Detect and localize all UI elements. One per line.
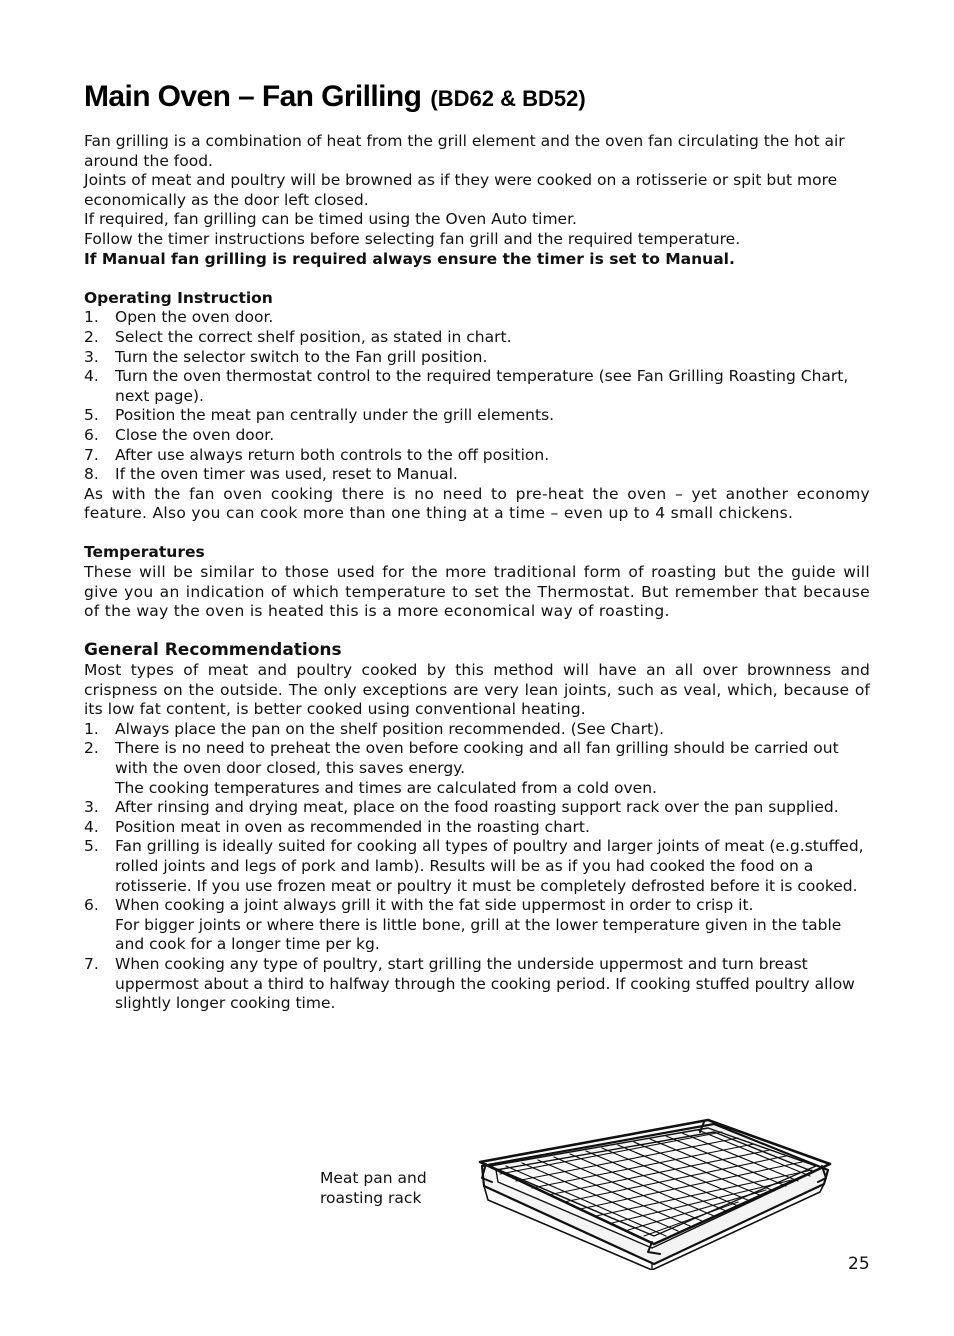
title-models: (BD62 & BD52) bbox=[430, 86, 586, 111]
list-item bbox=[84, 896, 870, 955]
step-number: 1. bbox=[84, 308, 99, 327]
step-text: Turn the selector switch to the Fan grill position. bbox=[115, 347, 488, 366]
meat-pan-roasting-rack-illustration bbox=[476, 1118, 836, 1270]
item-number: 4. bbox=[84, 817, 99, 836]
item-extra-text: For bigger joints or where there is little bone, grill at the lower temperature given in the table and cook for a longer time per kg. bbox=[115, 915, 842, 954]
list-item bbox=[84, 426, 870, 446]
operating-steps bbox=[84, 308, 870, 484]
item-text: After rinsing and drying meat, place on the food roasting support rack over the pan supplied. bbox=[115, 798, 839, 817]
page-content bbox=[84, 80, 870, 1014]
step-number: 5. bbox=[84, 406, 99, 425]
intro-warning: If Manual fan grilling is required always ensure the timer is set to Manual. bbox=[84, 249, 735, 268]
list-item bbox=[84, 348, 870, 368]
step-number: 3. bbox=[84, 347, 99, 366]
item-number: 5. bbox=[84, 837, 99, 856]
step-number: 6. bbox=[84, 425, 99, 444]
item-number: 7. bbox=[84, 954, 99, 973]
list-item bbox=[84, 328, 870, 348]
intro-paragraph-4: Follow the timer instructions before selecting fan grill and the required temperature. bbox=[84, 229, 741, 248]
step-text: Close the oven door. bbox=[115, 425, 275, 444]
list-item bbox=[84, 837, 870, 896]
operating-note: As with the fan oven cooking there is no need to pre-heat the oven – yet another economy feature. Also you can cook more than one thing at a time – even up to 4 small chickens. bbox=[84, 484, 870, 523]
operating-heading: Operating Instruction bbox=[84, 288, 273, 307]
list-item bbox=[84, 798, 870, 818]
step-text: Open the oven door. bbox=[115, 308, 274, 327]
item-text: When cooking any type of poultry, start grilling the underside uppermost and turn breast uppermost about a third to halfway through the cooking period. If cooking stuffed poultry allow slightly longer cooking time. bbox=[115, 954, 855, 1013]
intro-paragraph-3: If required, fan grilling can be timed using the Oven Auto timer. bbox=[84, 210, 577, 229]
list-item bbox=[84, 406, 870, 426]
step-text: After use always return both controls to the off position. bbox=[115, 445, 550, 464]
list-item bbox=[84, 739, 870, 798]
step-text: Turn the oven thermostat control to the required temperature (see Fan Grilling Roasting Chart, next page). bbox=[115, 367, 849, 405]
list-item bbox=[84, 955, 870, 1014]
item-number: 1. bbox=[84, 719, 99, 738]
item-text: Fan grilling is ideally suited for cooking all types of poultry and larger joints of meat (e.g.stuffed, rolled joints and legs of pork and lamb). Results will be as if you had cooked the food on a rotisserie. If you use frozen meat or poultry it must be completely defrosted before it is cooked. bbox=[115, 837, 864, 895]
step-text: If the oven timer was used, reset to Manual. bbox=[115, 465, 458, 484]
temperatures-text: These will be similar to those used for the more traditional form of roasting but the guide will give you an indication of which temperature to set the Thermostat. But remember that because of the way the oven is heated this is a more economical way of roasting. bbox=[84, 563, 870, 621]
list-item bbox=[84, 720, 870, 740]
intro-paragraph-2: Joints of meat and poultry will be browned as if they were cooked on a rotisserie or spit but more economically as the door left closed. bbox=[84, 171, 838, 209]
page-number: 25 bbox=[848, 1254, 870, 1274]
list-item bbox=[84, 308, 870, 328]
caption-line: Meat pan and bbox=[320, 1169, 427, 1187]
list-item bbox=[84, 367, 870, 406]
general-items bbox=[84, 720, 870, 1014]
item-text: When cooking a joint always grill it with the fat side uppermost in order to crisp it. bbox=[115, 896, 754, 915]
list-item bbox=[84, 818, 870, 838]
page-title bbox=[84, 80, 870, 116]
item-text: There is no need to preheat the oven before cooking and all fan grilling should be carried out with the oven door closed, this saves energy. bbox=[115, 739, 839, 777]
step-text: Select the correct shelf position, as stated in chart. bbox=[115, 327, 512, 346]
item-number: 6. bbox=[84, 896, 99, 915]
list-item bbox=[84, 446, 870, 466]
item-extra-text: The cooking temperatures and times are calculated from a cold oven. bbox=[115, 778, 657, 797]
figure-caption bbox=[320, 1168, 427, 1208]
caption-line: roasting rack bbox=[320, 1189, 422, 1207]
item-number: 2. bbox=[84, 739, 99, 758]
step-number: 7. bbox=[84, 445, 99, 464]
list-item bbox=[84, 465, 870, 485]
step-number: 8. bbox=[84, 465, 99, 484]
general-heading: General Recommendations bbox=[84, 640, 342, 661]
intro-paragraph-1: Fan grilling is a combination of heat from the grill element and the oven fan circulating the hot air around the food. bbox=[84, 132, 845, 170]
step-text: Position the meat pan centrally under the grill elements. bbox=[115, 406, 555, 425]
title-main: Main Oven – Fan Grilling bbox=[84, 80, 422, 113]
item-text: Always place the pan on the shelf position recommended. (See Chart). bbox=[115, 719, 665, 738]
item-text: Position meat in oven as recommended in the roasting chart. bbox=[115, 817, 590, 836]
step-number: 4. bbox=[84, 367, 99, 386]
general-intro: Most types of meat and poultry cooked by this method will have an all over brownness and crispness on the outside. The only exceptions are very lean joints, such as veal, which, because of its low fat content, is better cooked using conventional heating. bbox=[84, 661, 870, 719]
temperatures-heading: Temperatures bbox=[84, 543, 205, 562]
item-number: 3. bbox=[84, 798, 99, 817]
step-number: 2. bbox=[84, 327, 99, 346]
